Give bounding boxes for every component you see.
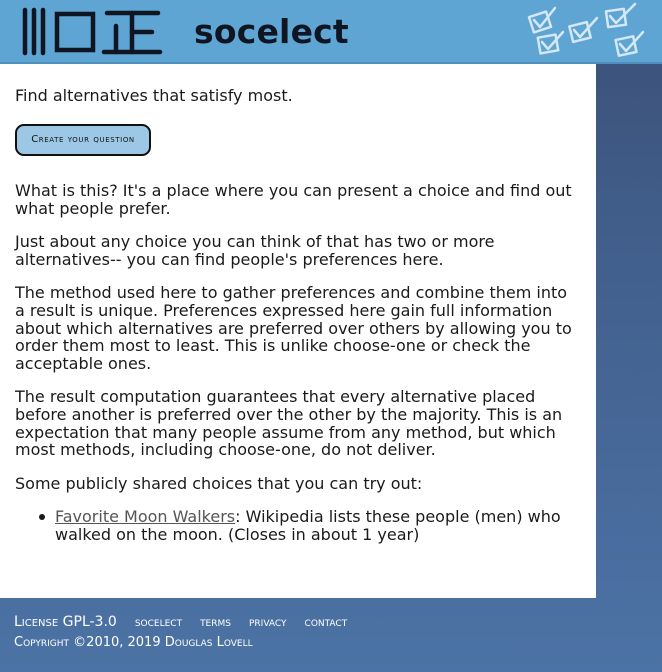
footer-link-terms[interactable]: terms [200,615,231,630]
main-content [0,64,596,598]
tagline: Find alternatives that satisfy most. [15,86,293,105]
tally-logo-icon[interactable] [20,6,165,58]
alternatives-paragraph: Just about any choice you can think of that has two or more alternatives-- you can find people's preferences here. [15,232,495,269]
license-link[interactable]: License GPL-3.0 [14,614,117,630]
method-paragraph: The method used here to gather preferences and combine them into a result is unique. Preferences expressed here gain full information about which alternatives are preferred over others by allowing you to order them most to least. This is unlike choose-one or check the acceptable ones. [15,283,572,373]
footer-nav [14,614,365,630]
copyright: Copyright ©2010, 2019 Douglas Lovell [14,635,253,650]
checkbox-ballots-icon [525,2,662,62]
footer-link-privacy[interactable]: privacy [248,615,287,630]
site-name[interactable]: socelect [194,12,349,51]
footer-link-socelect[interactable]: socelect [134,615,183,630]
shared-choices-list [15,508,580,543]
choice-description: : Wikipedia lists these people (men) who walked on the moon. (Closes in about 1 year) [55,507,561,544]
site-header [0,0,662,64]
shared-choices-heading: Some publicly shared choices that you can try out: [15,473,423,493]
create-question-button[interactable]: Create your question [15,124,151,156]
choice-link-moon-walkers[interactable]: Favorite Moon Walkers [55,507,236,527]
guarantee-paragraph: The result computation guarantees that every alternative placed before another is preferred over the other by the majority. This is an expectation that many people assume from any method, but which most methods, including choose-one, do not deliver. [15,387,563,460]
intro-paragraph: What is this? It's a place where you can present a choice and find out what people prefer. [15,181,572,218]
list-item [55,508,580,543]
site-footer [0,598,662,672]
footer-link-contact[interactable]: contact [304,615,348,630]
